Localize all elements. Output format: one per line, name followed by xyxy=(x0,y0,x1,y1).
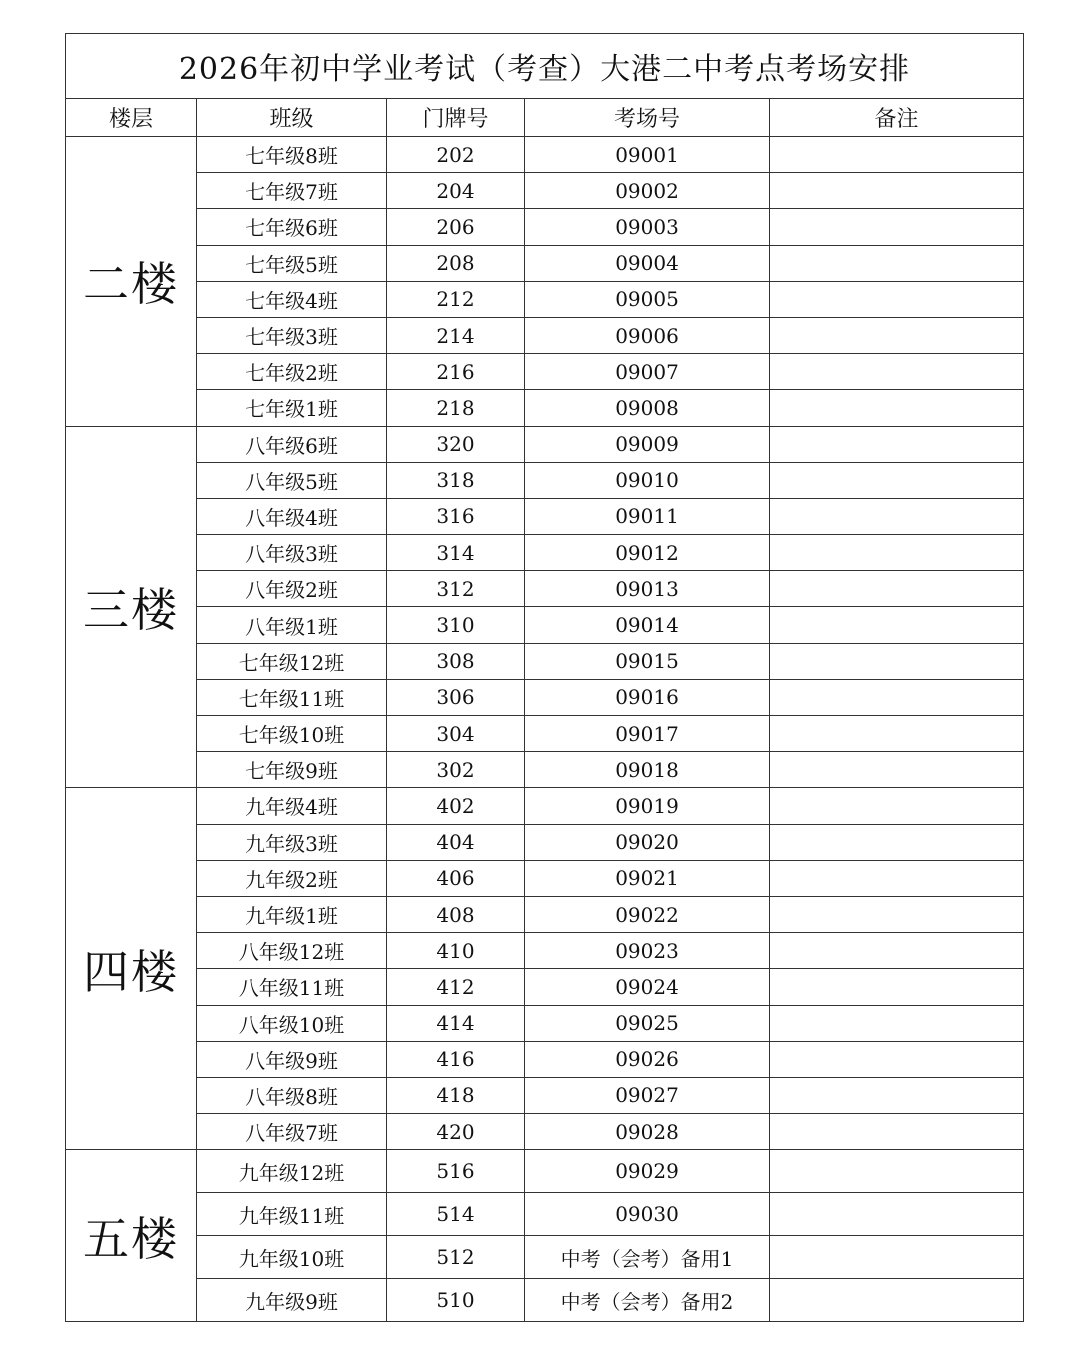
note-cell xyxy=(770,607,1024,643)
door-cell: 416 xyxy=(387,1041,525,1077)
note-cell xyxy=(770,281,1024,317)
class-cell: 九年级10班 xyxy=(197,1236,387,1279)
table-row xyxy=(66,607,1024,643)
door-cell: 216 xyxy=(387,354,525,390)
class-cell: 七年级5班 xyxy=(197,245,387,281)
note-cell xyxy=(770,245,1024,281)
class-cell: 八年级11班 xyxy=(197,969,387,1005)
note-cell xyxy=(770,969,1024,1005)
room-cell: 09009 xyxy=(525,426,770,462)
class-cell: 八年级6班 xyxy=(197,426,387,462)
note-cell xyxy=(770,896,1024,932)
room-cell: 09028 xyxy=(525,1114,770,1150)
door-cell: 320 xyxy=(387,426,525,462)
table-row xyxy=(66,1114,1024,1150)
note-cell xyxy=(770,1150,1024,1193)
note-cell xyxy=(770,933,1024,969)
class-cell: 七年级8班 xyxy=(197,137,387,173)
note-cell xyxy=(770,137,1024,173)
note-cell xyxy=(770,643,1024,679)
class-cell: 八年级9班 xyxy=(197,1041,387,1077)
class-cell: 八年级12班 xyxy=(197,933,387,969)
room-cell: 09007 xyxy=(525,354,770,390)
table-row xyxy=(66,535,1024,571)
table-row xyxy=(66,1150,1024,1193)
door-cell: 306 xyxy=(387,679,525,715)
room-cell: 09015 xyxy=(525,643,770,679)
note-cell xyxy=(770,1005,1024,1041)
note-cell xyxy=(770,1193,1024,1236)
note-cell xyxy=(770,462,1024,498)
note-cell xyxy=(770,354,1024,390)
room-cell: 09013 xyxy=(525,571,770,607)
table-row xyxy=(66,824,1024,860)
class-cell: 七年级6班 xyxy=(197,209,387,245)
door-cell: 516 xyxy=(387,1150,525,1193)
door-cell: 212 xyxy=(387,281,525,317)
room-cell: 09023 xyxy=(525,933,770,969)
table-row xyxy=(66,716,1024,752)
table-row xyxy=(66,173,1024,209)
door-cell: 202 xyxy=(387,137,525,173)
room-cell: 09030 xyxy=(525,1193,770,1236)
table-row xyxy=(66,245,1024,281)
note-cell xyxy=(770,1077,1024,1113)
table-row xyxy=(66,426,1024,462)
class-cell: 九年级4班 xyxy=(197,788,387,824)
note-cell xyxy=(770,173,1024,209)
table-row xyxy=(66,969,1024,1005)
room-cell: 09017 xyxy=(525,716,770,752)
table-row xyxy=(66,643,1024,679)
door-cell: 406 xyxy=(387,860,525,896)
room-cell: 09021 xyxy=(525,860,770,896)
door-cell: 204 xyxy=(387,173,525,209)
room-cell: 09027 xyxy=(525,1077,770,1113)
table-row xyxy=(66,354,1024,390)
class-cell: 九年级1班 xyxy=(197,896,387,932)
class-cell: 八年级7班 xyxy=(197,1114,387,1150)
door-cell: 218 xyxy=(387,390,525,426)
table-row xyxy=(66,209,1024,245)
room-cell: 09004 xyxy=(525,245,770,281)
room-cell: 09005 xyxy=(525,281,770,317)
door-cell: 310 xyxy=(387,607,525,643)
door-cell: 420 xyxy=(387,1114,525,1150)
door-cell: 208 xyxy=(387,245,525,281)
note-cell xyxy=(770,788,1024,824)
table-row xyxy=(66,571,1024,607)
note-cell xyxy=(770,824,1024,860)
table-row xyxy=(66,462,1024,498)
room-cell: 09014 xyxy=(525,607,770,643)
table-row xyxy=(66,1193,1024,1236)
header-floor: 楼层 xyxy=(66,99,197,137)
table-row xyxy=(66,788,1024,824)
table-title: 2026年初中学业考试（考查）大港二中考点考场安排 xyxy=(66,34,1024,99)
note-cell xyxy=(770,1041,1024,1077)
floor-label: 五楼 xyxy=(66,1150,197,1322)
note-cell xyxy=(770,317,1024,353)
note-cell xyxy=(770,752,1024,788)
door-cell: 510 xyxy=(387,1279,525,1322)
room-cell: 09010 xyxy=(525,462,770,498)
class-cell: 九年级9班 xyxy=(197,1279,387,1322)
door-cell: 418 xyxy=(387,1077,525,1113)
note-cell xyxy=(770,390,1024,426)
table-row xyxy=(66,752,1024,788)
table-row xyxy=(66,390,1024,426)
note-cell xyxy=(770,535,1024,571)
class-cell: 七年级9班 xyxy=(197,752,387,788)
room-cell: 09002 xyxy=(525,173,770,209)
table-row xyxy=(66,1005,1024,1041)
class-cell: 九年级3班 xyxy=(197,824,387,860)
note-cell xyxy=(770,716,1024,752)
table-row xyxy=(66,860,1024,896)
room-cell: 中考（会考）备用1 xyxy=(525,1236,770,1279)
note-cell xyxy=(770,860,1024,896)
door-cell: 206 xyxy=(387,209,525,245)
class-cell: 七年级1班 xyxy=(197,390,387,426)
door-cell: 316 xyxy=(387,498,525,534)
header-room: 考场号 xyxy=(525,99,770,137)
class-cell: 七年级10班 xyxy=(197,716,387,752)
room-cell: 09018 xyxy=(525,752,770,788)
table-row xyxy=(66,317,1024,353)
room-cell: 09029 xyxy=(525,1150,770,1193)
room-cell: 09011 xyxy=(525,498,770,534)
floor-label: 三楼 xyxy=(66,426,197,788)
table-row xyxy=(66,1041,1024,1077)
exam-room-table xyxy=(65,33,1024,1322)
floor-label: 二楼 xyxy=(66,137,197,427)
table-row xyxy=(66,933,1024,969)
room-cell: 09025 xyxy=(525,1005,770,1041)
class-cell: 九年级2班 xyxy=(197,860,387,896)
class-cell: 八年级4班 xyxy=(197,498,387,534)
door-cell: 302 xyxy=(387,752,525,788)
header-door: 门牌号 xyxy=(387,99,525,137)
table-row xyxy=(66,498,1024,534)
table-row xyxy=(66,679,1024,715)
door-cell: 304 xyxy=(387,716,525,752)
room-cell: 09016 xyxy=(525,679,770,715)
room-cell: 中考（会考）备用2 xyxy=(525,1279,770,1322)
class-cell: 七年级4班 xyxy=(197,281,387,317)
room-cell: 09026 xyxy=(525,1041,770,1077)
header-class: 班级 xyxy=(197,99,387,137)
door-cell: 308 xyxy=(387,643,525,679)
table-row xyxy=(66,896,1024,932)
table-row xyxy=(66,1077,1024,1113)
class-cell: 九年级12班 xyxy=(197,1150,387,1193)
door-cell: 408 xyxy=(387,896,525,932)
room-cell: 09001 xyxy=(525,137,770,173)
room-cell: 09003 xyxy=(525,209,770,245)
room-cell: 09006 xyxy=(525,317,770,353)
door-cell: 512 xyxy=(387,1236,525,1279)
class-cell: 七年级12班 xyxy=(197,643,387,679)
note-cell xyxy=(770,679,1024,715)
class-cell: 八年级2班 xyxy=(197,571,387,607)
door-cell: 402 xyxy=(387,788,525,824)
class-cell: 八年级1班 xyxy=(197,607,387,643)
class-cell: 八年级8班 xyxy=(197,1077,387,1113)
table-row xyxy=(66,1279,1024,1322)
door-cell: 318 xyxy=(387,462,525,498)
door-cell: 404 xyxy=(387,824,525,860)
class-cell: 七年级3班 xyxy=(197,317,387,353)
class-cell: 八年级5班 xyxy=(197,462,387,498)
floor-label: 四楼 xyxy=(66,788,197,1150)
door-cell: 514 xyxy=(387,1193,525,1236)
class-cell: 八年级3班 xyxy=(197,535,387,571)
class-cell: 七年级7班 xyxy=(197,173,387,209)
door-cell: 312 xyxy=(387,571,525,607)
note-cell xyxy=(770,571,1024,607)
class-cell: 九年级11班 xyxy=(197,1193,387,1236)
note-cell xyxy=(770,498,1024,534)
room-cell: 09024 xyxy=(525,969,770,1005)
note-cell xyxy=(770,1279,1024,1322)
room-cell: 09022 xyxy=(525,896,770,932)
table-row xyxy=(66,137,1024,173)
header-note: 备注 xyxy=(770,99,1024,137)
door-cell: 410 xyxy=(387,933,525,969)
note-cell xyxy=(770,426,1024,462)
note-cell xyxy=(770,209,1024,245)
note-cell xyxy=(770,1236,1024,1279)
class-cell: 七年级11班 xyxy=(197,679,387,715)
room-cell: 09012 xyxy=(525,535,770,571)
room-cell: 09020 xyxy=(525,824,770,860)
room-cell: 09019 xyxy=(525,788,770,824)
class-cell: 八年级10班 xyxy=(197,1005,387,1041)
door-cell: 314 xyxy=(387,535,525,571)
table-body xyxy=(66,137,1024,1322)
door-cell: 214 xyxy=(387,317,525,353)
door-cell: 412 xyxy=(387,969,525,1005)
table-row xyxy=(66,281,1024,317)
door-cell: 414 xyxy=(387,1005,525,1041)
table-row xyxy=(66,1236,1024,1279)
room-cell: 09008 xyxy=(525,390,770,426)
class-cell: 七年级2班 xyxy=(197,354,387,390)
note-cell xyxy=(770,1114,1024,1150)
